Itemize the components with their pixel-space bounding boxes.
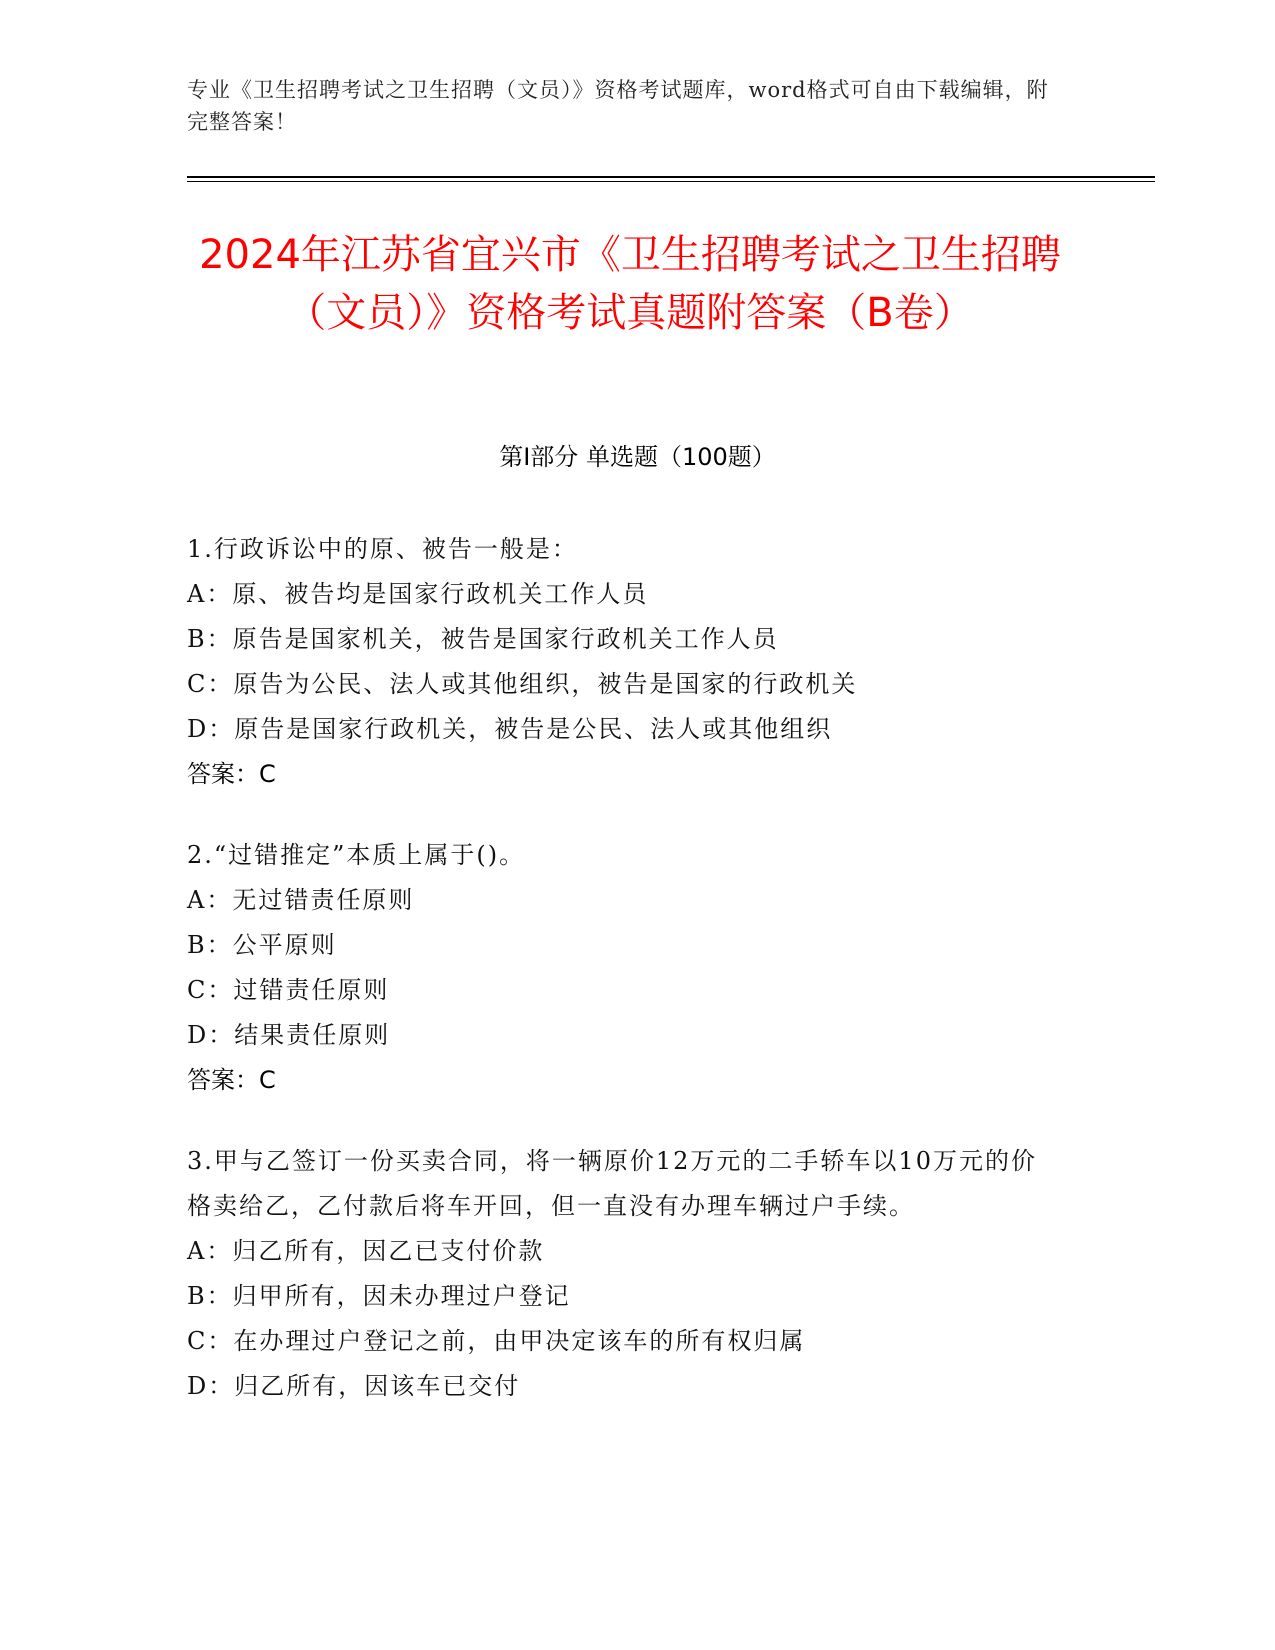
option-b: B：公平原则 bbox=[187, 931, 337, 959]
header-note: 专业《卫生招聘考试之卫生招聘（文员）》资格考试题库，word格式可自由下载编辑，附完整答案！ bbox=[187, 78, 1049, 134]
option-c: C：在办理过户登记之前，由甲决定该车的所有权归属 bbox=[187, 1327, 806, 1355]
option-c: C：原告为公民、法人或其他组织，被告是国家的行政机关 bbox=[187, 670, 858, 698]
option-d: D：结果责任原则 bbox=[187, 1021, 391, 1049]
option-b: B：归甲所有，因未办理过户登记 bbox=[187, 1282, 571, 1310]
question-stem: 3.甲与乙签订一份买卖合同，将一辆原价12万元的二手轿车以10万元的价格卖给乙，乙付款后将车开回，但一直没有办理车辆过户手续。 bbox=[187, 1147, 1037, 1220]
answer-label: 答案：C bbox=[187, 760, 276, 788]
section-title: 第I部分 单选题（100题） bbox=[499, 443, 776, 471]
question-stem: 1.行政诉讼中的原、被告一般是： bbox=[187, 535, 578, 563]
option-d: D：原告是国家行政机关，被告是公民、法人或其他组织 bbox=[187, 715, 833, 743]
option-b: B：原告是国家机关，被告是国家行政机关工作人员 bbox=[187, 625, 779, 653]
document-title: 2024年江苏省宜兴市《卫生招聘考试之卫生招聘（文员）》资格考试真题附答案（B卷） bbox=[199, 232, 1061, 336]
option-a: A：归乙所有，因乙已支付价款 bbox=[187, 1237, 545, 1265]
question-1 bbox=[187, 527, 1067, 797]
answer-label: 答案：C bbox=[187, 1066, 276, 1094]
header-divider-thin bbox=[187, 181, 1155, 182]
option-c: C：过错责任原则 bbox=[187, 976, 390, 1004]
option-d: D：归乙所有，因该车已交付 bbox=[187, 1372, 521, 1400]
question-2 bbox=[187, 833, 1067, 1103]
option-a: A：无过错责任原则 bbox=[187, 886, 415, 914]
option-a: A：原、被告均是国家行政机关工作人员 bbox=[187, 580, 649, 608]
question-stem: 2.“过错推定”本质上属于()。 bbox=[187, 841, 526, 869]
header-divider-thick bbox=[187, 176, 1155, 178]
question-list bbox=[187, 527, 1067, 1445]
question-3 bbox=[187, 1139, 1067, 1409]
